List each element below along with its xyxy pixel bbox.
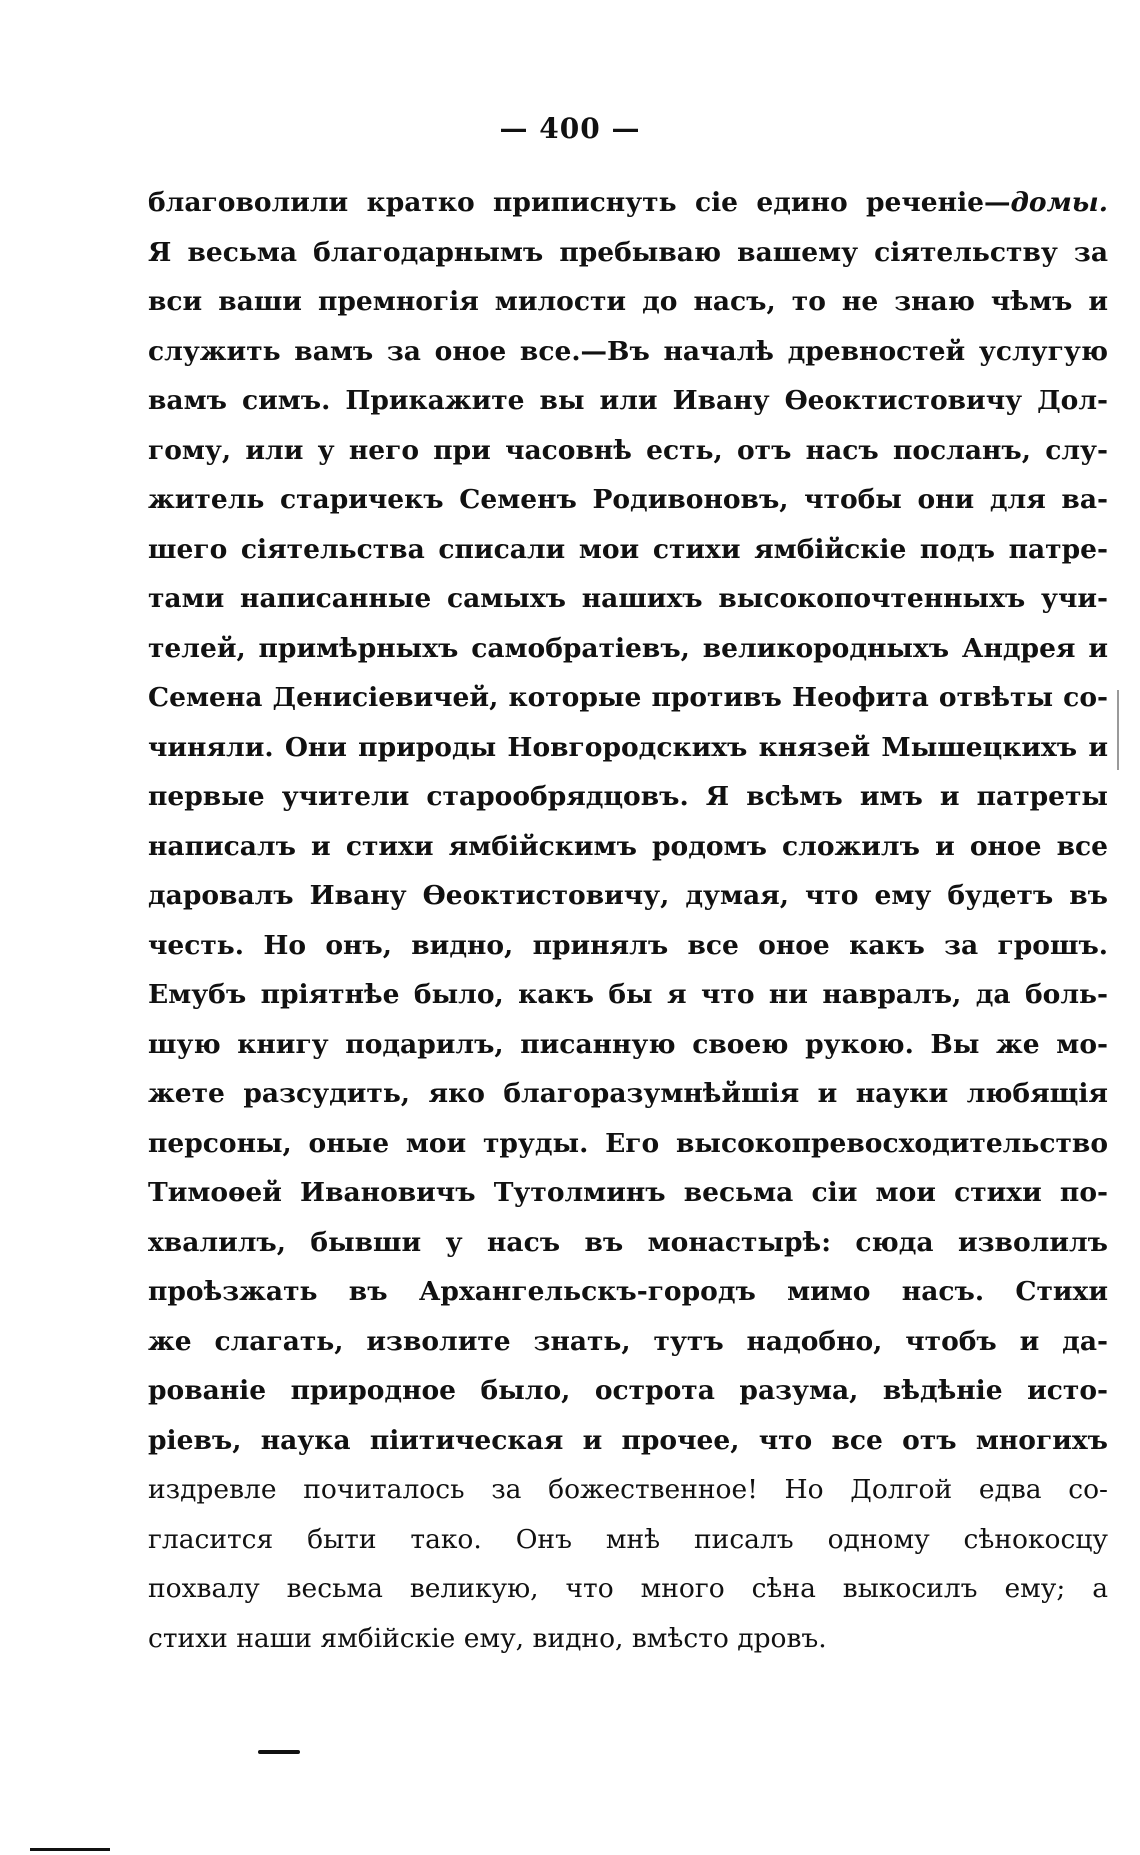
- text-line: [148, 178, 1108, 228]
- text-line: гому, или у него при часовнѣ есть, отъ насъ посланъ, слу-: [148, 434, 1108, 466]
- text-line: Я весьма благодарнымъ пребываю вашему сіятельству за: [148, 236, 1108, 268]
- text-line: Тимоѳей Ивановичъ Тутолминъ весьма сіи мои стихи по-: [148, 1177, 1108, 1208]
- text-line: вси ваши премногія милости до насъ, то не знаю чѣмъ и: [148, 286, 1108, 317]
- text-line: Емубъ пріятнѣе было, какъ бы я что ни навралъ, да боль-: [148, 979, 1108, 1010]
- text-line: издревле почиталось за божественное! Но Долгой едва со-: [148, 1474, 1108, 1505]
- ornament-dash: [258, 1750, 300, 1754]
- text-line: чиняли. Они природы Новгородскихъ князей Мышецкихъ и: [148, 731, 1108, 763]
- page-number: — 400 —: [499, 112, 641, 145]
- text-line: рованіе природное было, острота разума, вѣдѣніе исто-: [148, 1375, 1108, 1406]
- text-line: служить вамъ за оное все.—Въ началѣ древностей услугую: [148, 335, 1108, 367]
- text-line: тами написанные самыхъ нашихъ высокопочтенныхъ учи-: [148, 583, 1108, 614]
- text-line: вамъ симъ. Прикажите вы или Ивану Ѳеоктистовичу Дол-: [148, 385, 1108, 416]
- margin-mark: [1117, 690, 1119, 770]
- body-text: [148, 178, 1108, 1663]
- text-line: персоны, оные мои труды. Его высокопревосходительство: [148, 1127, 1108, 1159]
- text-line: житель старичекъ Семенъ Родивоновъ, чтобы они для ва-: [148, 484, 1108, 515]
- text-line: даровалъ Ивану Ѳеоктистовичу, думая, что ему будетъ въ: [148, 880, 1108, 911]
- text-line: шую книгу подарилъ, писанную своею рукою. Вы же мо-: [148, 1028, 1108, 1060]
- text-line: жете разсудить, яко благоразумнѣйшія и науки любящія: [148, 1078, 1108, 1109]
- text-line: честь. Но онъ, видно, принялъ все оное какъ за грошъ.: [148, 929, 1108, 961]
- italic-word: домы.: [1010, 187, 1108, 218]
- text-line: похвалу весьма великую, что много сѣна выкосилъ ему; а: [148, 1573, 1108, 1604]
- text-line: шего сіятельства списали мои стихи ямбійскіе подъ патре-: [148, 533, 1108, 565]
- text-line: проѣзжать въ Архангельскъ-городъ мимо насъ. Стихи: [148, 1276, 1108, 1307]
- text-line: же слагать, изволите знать, тутъ надобно, чтобъ и да-: [148, 1325, 1108, 1357]
- text-line: Семена Денисіевичей, которые противъ Неофита отвѣты со-: [148, 682, 1108, 713]
- text-line: стихи наши ямбійскіе ему, видно, вмѣсто дровъ.: [148, 1622, 827, 1654]
- text-line: написалъ и стихи ямбійскимъ родомъ сложилъ и оное все: [148, 830, 1108, 862]
- text-line: первые учители старообрядцовъ. Я всѣмъ имъ и патреты: [148, 781, 1108, 812]
- text-line-content: благоволили кратко приписнуть сіе едино реченіе—: [148, 187, 1011, 218]
- bottom-rule: [30, 1848, 110, 1851]
- text-line: телей, примѣрныхъ самобратіевъ, великородныхъ Андрея и: [148, 632, 1108, 664]
- text-line: ріевъ, наука піитическая и прочее, что все отъ многихъ: [148, 1424, 1108, 1456]
- text-line: хвалилъ, бывши у насъ въ монастырѣ: сюда изволилъ: [148, 1226, 1108, 1258]
- text-line: гласится быти тако. Онъ мнѣ писалъ одному сѣнокосцу: [148, 1523, 1108, 1555]
